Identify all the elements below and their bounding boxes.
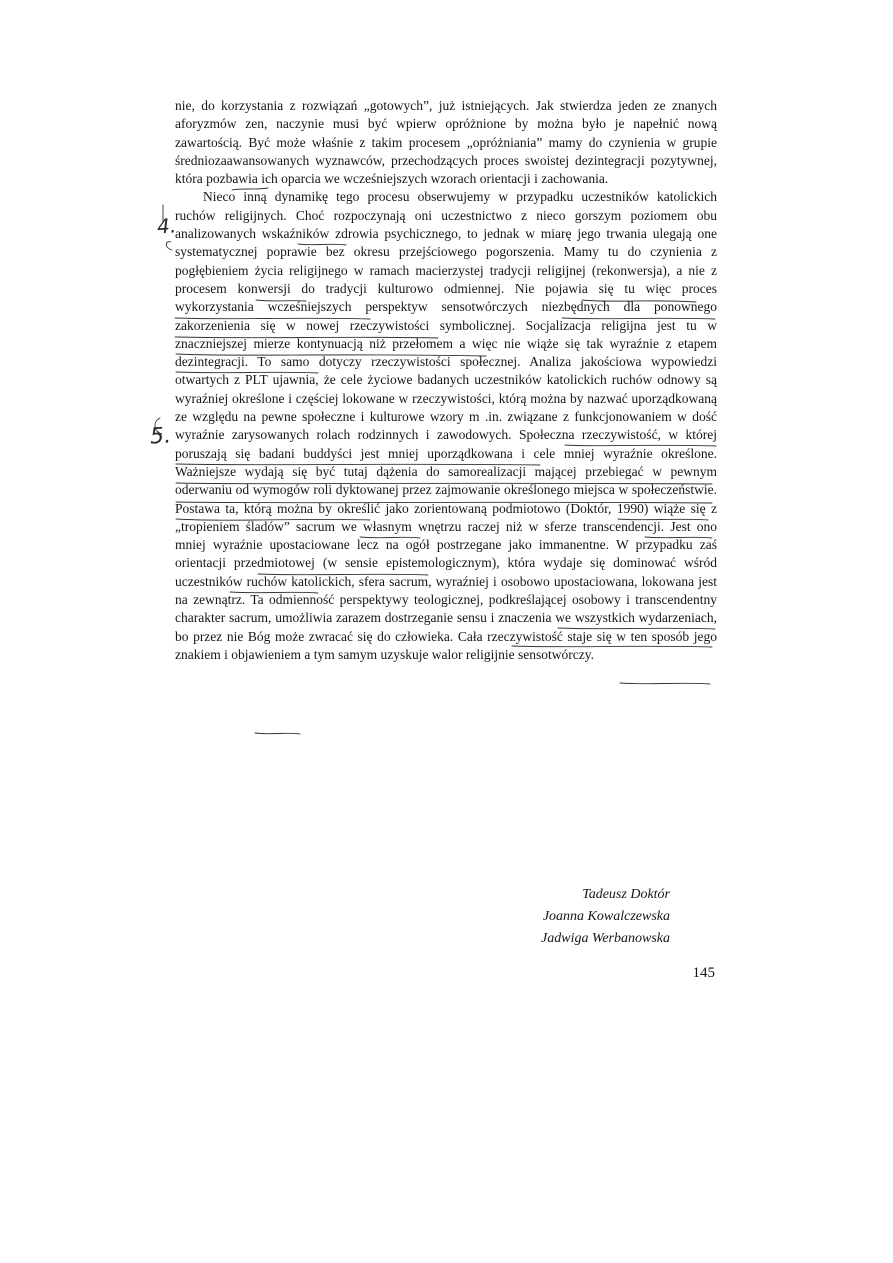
pencil-mark [166, 242, 172, 250]
underline [255, 733, 300, 734]
paragraph-2: Nieco inną dynamikę tego procesu obserwujemy w przypadku uczestników katolickich ruchów religijnych. Choć rozpoczynają oni uczestnictwo z nieco gorszym poziomem obu analizowanych wskaźników zdrowia psychicznego, to jednak w miarę jego trwania ulegają one systematycznej poprawie bez okresu przejściowego pogorszenia. Mamy tu do czynienia z pogłębieniem życia religijnego w ramach macierzystej tradycji religijnej (rekonwersja), a nie z procesem konwersji do tradycji kulturowo odmiennej. Nie pojawia się tu więc proces wykorzystania wcześniejszych perspektyw sensotwórczych niezbędnych dla ponownego zakorzenienia się w nowej rzeczywistości symbolicznej. Socjalizacja religijna jest tu w znaczniejszej mierze kontynuacją niż przełomem a więc nie wiąże się tak wyraźnie z etapem dezintegracji. To samo dotyczy rzeczywistości społecznej. Analiza jakościowa wypowiedzi otwartych z PLT ujawnia, że cele życiowe badanych uczestników katolickich ruchów odnowy są wyraźniej określone i częściej lokowane w rzeczywistości, którą można by nazwać uporządkowaną ze względu na pewne społeczne i kulturowe wzory m .in. związane z funkcjonowaniem w dość wyraźnie zarysowanych rolach rodzinnych i zawodowych. Społeczna rzeczywistość, w której poruszają się badani buddyści jest mniej uporządkowana i cele mniej wyraźnie określone. Ważniejsze wydają się być tutaj dążenia do samorealizacji mającej przebiegać w pewnym oderwaniu od wymogów roli dyktowanej przez zajmowanie określonego miejsca w społeczeństwie. Postawa ta, którą można by określić jako zorientowaną podmiotowo (Doktór, 1990) wiąże się z „tropieniem śladów” sacrum we własnym wnętrzu raczej niż w sferze transcendencji. Jest ono mniej wyraźnie upostaciowane lecz na ogół postrzegane jako immanentne. W przypadku zaś orientacji przedmiotowej (w sensie epistemologicznym), która wydaje się dominować wśród uczestników ruchów katolickich, sfera sacrum, wyraźniej i osobowo upostaciowana, lokowana jest na zewnątrz. Ta odmienność perspektywy teologicznej, podkreślającej osobowy i transcendentny charakter sacrum, umożliwia zarazem dostrzeganie sensu i znaczenia we wszystkich wydarzeniach, bo przez nie Bóg może zwracać się do człowieka. Cała rzeczywistość staje się w ten sposób jego znakiem i objawieniem a tym samym uzyskuje walor religijnie sensotwórczy. [175, 189, 717, 662]
author-name: Tadeusz Doktór [582, 887, 670, 902]
author-signature [470, 884, 670, 950]
author-name: Jadwiga Werbanowska [541, 931, 670, 946]
margin-note: 5. [149, 423, 172, 450]
margin-note: 4. [156, 213, 177, 239]
page-number: 145 [692, 965, 715, 981]
author-name: Joanna Kowalczewska [542, 909, 670, 924]
body-text [175, 97, 717, 664]
underline [620, 683, 710, 684]
paragraph-1: nie, do korzystania z rozwiązań „gotowych”, już istniejących. Jak stwierdza jeden ze znanych aforyzmów zen, naczynie musi być wpierw opróżnione by można było je napełnić nową zawartością. Być może właśnie z takim procesem „opróżniania” mamy do czynienia w grupie średniozaawansowanych wyznawców, przechodzących proces swoistej dezintegracji pozytywnej, która pozbawia ich oparcia we wcześniejszych wzorach orientacji i zachowania. [175, 98, 717, 187]
